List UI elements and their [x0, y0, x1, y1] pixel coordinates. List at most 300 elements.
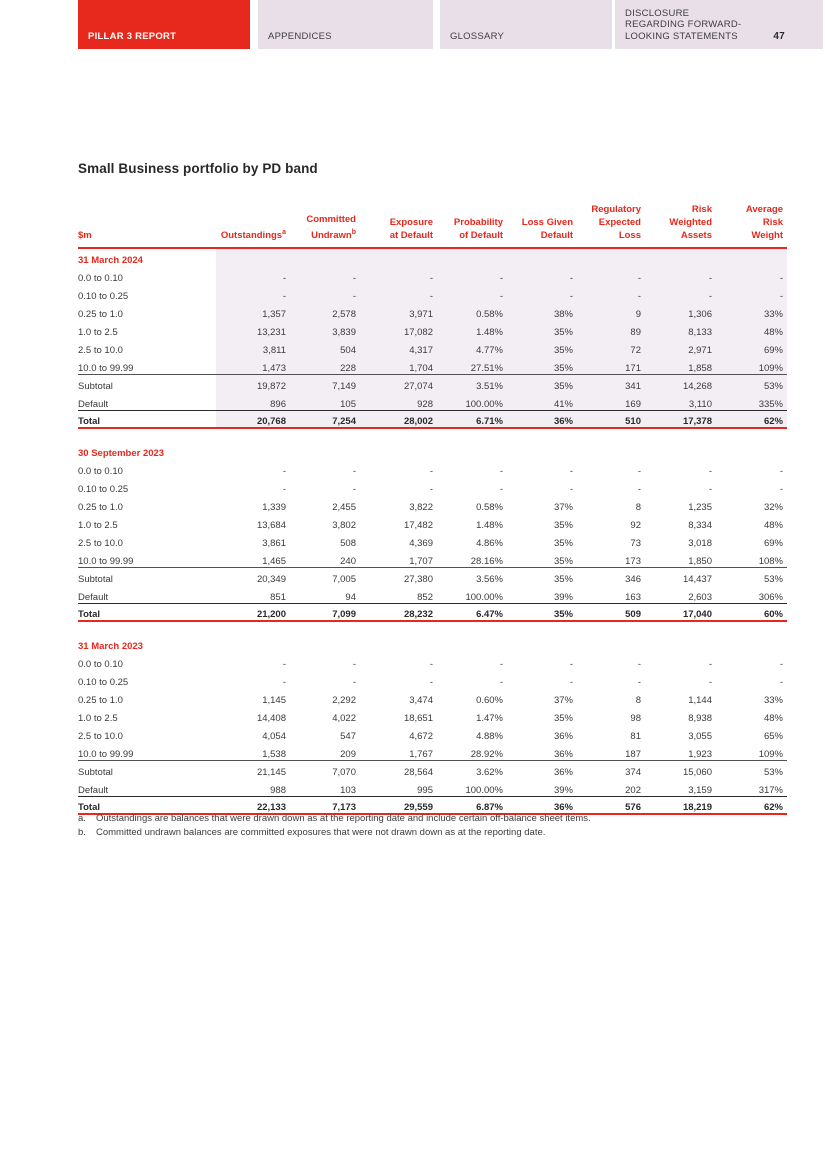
section-date: 31 March 2023 [78, 641, 143, 652]
cell-value: 1.47% [476, 713, 503, 724]
cell-value: 48% [716, 320, 787, 338]
table-row-31-march-2024-subtotal [78, 374, 787, 392]
cell-value: 374 [577, 760, 645, 778]
cell-value: 1,767 [409, 748, 433, 760]
table-row-31-march-2023-2-5-to-10-0 [78, 724, 787, 742]
table-header-row [78, 196, 787, 248]
cell-value: 17,378 [645, 410, 716, 428]
cell-value: 896 [216, 392, 290, 410]
cell-value: 2,455 [332, 502, 356, 513]
cell-value: - [708, 466, 712, 477]
cell-value: 509 [577, 603, 645, 621]
cell-value: 3,811 [216, 338, 290, 356]
cell-value: 103 [340, 784, 356, 796]
cell-value: - [708, 677, 712, 688]
cell-value: 69% [716, 338, 787, 356]
cell-value: - [569, 484, 573, 495]
row-label: 1.0 to 2.5 [78, 520, 118, 531]
row-label: Total [78, 603, 216, 621]
cell-value: - [507, 284, 577, 302]
cell-value: - [577, 266, 645, 284]
cell-value: 19,872 [216, 374, 290, 392]
cell-value: - [569, 677, 573, 688]
row-label: 10.0 to 99.99 [78, 362, 134, 374]
cell-value: 89 [577, 320, 645, 338]
section-spacer [78, 621, 787, 634]
cell-value: 2,578 [290, 302, 360, 320]
cell-value: 105 [290, 392, 360, 410]
row-label: 0.0 to 0.10 [78, 273, 123, 284]
row-label: Subtotal [78, 374, 216, 392]
cell-value: 1.48% [476, 520, 503, 531]
cell-value: 109% [758, 748, 783, 760]
column-header-risk-weighted-assets: Risk Weighted Assets [645, 196, 716, 248]
tab-label: DISCLOSURE REGARDING FORWARD- LOOKING STATEMENTS [625, 7, 742, 42]
cell-value: 109% [716, 356, 787, 374]
cell-value: 36% [507, 796, 577, 814]
cell-value: 1,235 [688, 502, 712, 513]
table-row-31-march-2023-1-0-to-2-5 [78, 706, 787, 724]
cell-value: - [499, 484, 503, 495]
cell-value: 1,538 [262, 748, 286, 760]
cell-value: 3,055 [688, 731, 712, 742]
table-row-31-march-2023-0-0-to-0-10 [78, 652, 787, 670]
cell-value: 3,802 [332, 520, 356, 531]
cell-value: 35% [507, 356, 577, 374]
row-label: Total [78, 410, 216, 428]
footnote-b [78, 826, 787, 840]
cell-value: 3,159 [688, 784, 712, 796]
cell-value: 4,022 [332, 713, 356, 724]
cell-value: 33% [716, 302, 787, 320]
cell-value: 37% [553, 695, 573, 706]
cell-value: 8 [635, 695, 641, 706]
cell-value: 48% [763, 520, 783, 531]
table-row-31-march-2023-0-25-to-1-0 [78, 688, 787, 706]
row-label: 1.0 to 2.5 [78, 713, 118, 724]
cell-value: 4.77% [437, 338, 507, 356]
cell-value: 17,082 [360, 320, 437, 338]
cell-value: 14,437 [645, 567, 716, 585]
cell-value: 1,707 [409, 555, 433, 567]
cell-value: - [290, 284, 360, 302]
cell-value: 17,482 [403, 520, 433, 531]
cell-value: 852 [417, 591, 433, 603]
cell-value: - [216, 266, 290, 284]
table-row-30-september-2023-1-0-to-2-5 [78, 513, 787, 531]
row-label: 0.0 to 0.10 [78, 466, 123, 477]
cell-value: - [429, 659, 433, 670]
cell-value: - [779, 659, 783, 670]
table-row-31-march-2024-2-5-to-10-0 [78, 338, 787, 356]
cell-value: - [716, 266, 787, 284]
cell-value: 100.00% [465, 784, 503, 796]
row-label: 0.25 to 1.0 [78, 502, 123, 513]
cell-value: 35% [553, 520, 573, 531]
cell-value: 1,473 [216, 356, 290, 374]
cell-value: 36% [553, 748, 573, 760]
cell-value: 3,839 [290, 320, 360, 338]
cell-value: - [429, 484, 433, 495]
tab-label: GLOSSARY [450, 30, 505, 42]
cell-value: 3,971 [360, 302, 437, 320]
cell-value: - [429, 466, 433, 477]
cell-value: 21,200 [216, 603, 290, 621]
tab-pillar-3-report[interactable] [78, 0, 250, 49]
row-label: 1.0 to 2.5 [78, 327, 118, 338]
cell-value: 4,672 [409, 731, 433, 742]
cell-value: 81 [630, 731, 641, 742]
cell-value: 335% [716, 392, 787, 410]
cell-value: - [637, 659, 641, 670]
row-label: 0.25 to 1.0 [78, 309, 123, 320]
cell-value: 4.86% [476, 538, 503, 549]
header-tab-strip [78, 0, 823, 49]
cell-value: - [216, 284, 290, 302]
cell-value: - [499, 466, 503, 477]
column-header-regulatory-expected-loss: Regulatory Expected Loss [577, 196, 645, 248]
cell-value: 48% [763, 713, 783, 724]
column-header-m: $m [78, 196, 216, 248]
cell-value: 306% [758, 591, 783, 603]
cell-value: 6.47% [437, 603, 507, 621]
cell-value: - [716, 284, 787, 302]
cell-value: - [708, 484, 712, 495]
cell-value: 27,074 [360, 374, 437, 392]
cell-value: 508 [340, 538, 356, 549]
cell-value: 928 [360, 392, 437, 410]
cell-value: 3.62% [437, 760, 507, 778]
cell-value: 0.58% [437, 302, 507, 320]
cell-value: 18,219 [645, 796, 716, 814]
cell-value: 3.56% [437, 567, 507, 585]
cell-value: 108% [758, 555, 783, 567]
cell-value: 39% [553, 784, 573, 796]
cell-value: - [499, 659, 503, 670]
cell-value: 0.60% [476, 695, 503, 706]
cell-value: 8,133 [645, 320, 716, 338]
cell-value: 53% [716, 374, 787, 392]
cell-value: 209 [340, 748, 356, 760]
column-header-average-risk-weight: Average Risk Weight [716, 196, 787, 248]
cell-value: - [352, 677, 356, 688]
section-spacer [78, 428, 787, 441]
table-row-31-march-2023-0-10-to-0-25 [78, 670, 787, 688]
cell-value: 20,349 [216, 567, 290, 585]
cell-value: 3,018 [688, 538, 712, 549]
cell-value: 1.48% [437, 320, 507, 338]
cell-value: 39% [553, 591, 573, 603]
cell-value: 1,850 [688, 555, 712, 567]
table-row-31-march-2024-total [78, 410, 787, 428]
row-label: 2.5 to 10.0 [78, 345, 123, 356]
section-date-row-30-september-2023 [78, 441, 787, 459]
cell-value: 73 [630, 538, 641, 549]
cell-value: 27.51% [437, 356, 507, 374]
cell-value: 240 [340, 555, 356, 567]
cell-value: - [282, 484, 286, 495]
cell-value: - [437, 284, 507, 302]
cell-value: 0.58% [476, 502, 503, 513]
table-row-31-march-2024-0-0-to-0-10 [78, 266, 787, 284]
row-label: Total [78, 796, 216, 814]
row-label: Default [78, 591, 109, 603]
row-label: Default [78, 398, 109, 410]
row-label: Default [78, 784, 109, 796]
cell-value: 69% [763, 538, 783, 549]
table-row-31-march-2024-10-0-to-99-99 [78, 356, 787, 374]
cell-value: 228 [290, 356, 360, 374]
cell-value: 4,054 [262, 731, 286, 742]
cell-value: 171 [577, 356, 645, 374]
cell-value: - [637, 466, 641, 477]
row-label: Subtotal [78, 567, 216, 585]
cell-value: - [352, 659, 356, 670]
cell-value: 29,559 [360, 796, 437, 814]
cell-value: 8 [635, 502, 641, 513]
cell-value: 18,651 [403, 713, 433, 724]
cell-value: 35% [507, 374, 577, 392]
cell-value: 53% [716, 760, 787, 778]
cell-value: - [577, 284, 645, 302]
cell-value: 8,938 [688, 713, 712, 724]
footnote-a [78, 812, 787, 826]
cell-value: - [637, 484, 641, 495]
cell-value: 28.16% [470, 555, 503, 567]
row-label: 10.0 to 99.99 [78, 748, 134, 760]
cell-value: 173 [625, 555, 641, 567]
cell-value: 22,133 [216, 796, 290, 814]
cell-value: - [290, 266, 360, 284]
cell-value: 1,339 [262, 502, 286, 513]
cell-value: 851 [270, 591, 286, 603]
cell-value: - [569, 659, 573, 670]
cell-value: 4.88% [476, 731, 503, 742]
cell-value: 13,684 [256, 520, 286, 531]
cell-value: 14,268 [645, 374, 716, 392]
column-header-committed-undrawn: Committed Undrawn$^b$ [290, 196, 360, 248]
cell-value: 163 [625, 591, 641, 603]
cell-value: - [645, 284, 716, 302]
cell-value: 37% [553, 502, 573, 513]
cell-value: 35% [553, 538, 573, 549]
cell-value: 28.92% [470, 748, 503, 760]
row-label: Subtotal [78, 760, 216, 778]
cell-value: 35% [507, 603, 577, 621]
cell-value: 1,145 [262, 695, 286, 706]
cell-value: 8,334 [688, 520, 712, 531]
row-label: 0.10 to 0.25 [78, 484, 129, 495]
cell-value: 20,768 [216, 410, 290, 428]
cell-value: 92 [630, 520, 641, 531]
cell-value: 1,858 [645, 356, 716, 374]
cell-value: 3,861 [262, 538, 286, 549]
cell-value: 35% [553, 713, 573, 724]
cell-value: 7,070 [290, 760, 360, 778]
cell-value: 4,317 [360, 338, 437, 356]
page-number: 47 [773, 30, 785, 42]
cell-value: 32% [763, 502, 783, 513]
cell-value: 317% [758, 784, 783, 796]
cell-value: 1,465 [262, 555, 286, 567]
cell-value: - [282, 677, 286, 688]
cell-value: 35% [507, 338, 577, 356]
cell-value: 72 [577, 338, 645, 356]
cell-value: 2,603 [688, 591, 712, 603]
cell-value: - [429, 677, 433, 688]
cell-value: 17,040 [645, 603, 716, 621]
cell-value: 995 [417, 784, 433, 796]
cell-value: 35% [507, 567, 577, 585]
cell-value: 94 [345, 591, 356, 603]
section-date-row-31-march-2023 [78, 634, 787, 652]
cell-value: - [352, 484, 356, 495]
cell-value: 1,357 [216, 302, 290, 320]
cell-value: 15,060 [645, 760, 716, 778]
cell-value: 13,231 [216, 320, 290, 338]
cell-value: 53% [716, 567, 787, 585]
cell-value: 3,474 [409, 695, 433, 706]
cell-value: 7,005 [290, 567, 360, 585]
table-row-31-march-2023-subtotal [78, 760, 787, 778]
tab-label: PILLAR 3 REPORT [88, 30, 177, 42]
cell-value: 547 [340, 731, 356, 742]
tab-disclosure-regarding-forward-looking-statements[interactable] [615, 0, 823, 49]
cell-value: 28,564 [360, 760, 437, 778]
table-row-30-september-2023-total [78, 603, 787, 621]
cell-value: - [360, 284, 437, 302]
tab-glossary[interactable] [440, 0, 612, 49]
cell-value: 38% [507, 302, 577, 320]
row-label: 0.25 to 1.0 [78, 695, 123, 706]
cell-value: 60% [716, 603, 787, 621]
cell-value: 1,704 [360, 356, 437, 374]
cell-value: 41% [507, 392, 577, 410]
cell-value: 510 [577, 410, 645, 428]
table-row-30-september-2023-default [78, 585, 787, 603]
row-label: 0.10 to 0.25 [78, 677, 129, 688]
cell-value: 21,145 [216, 760, 290, 778]
table-row-30-september-2023-10-0-to-99-99 [78, 549, 787, 567]
cell-value: 1,306 [645, 302, 716, 320]
cell-value: 1,923 [688, 748, 712, 760]
row-label: 0.0 to 0.10 [78, 659, 123, 670]
cell-value: - [282, 466, 286, 477]
table-row-31-march-2023-10-0-to-99-99 [78, 742, 787, 760]
cell-value: 2,292 [332, 695, 356, 706]
cell-value: 504 [290, 338, 360, 356]
cell-value: 9 [577, 302, 645, 320]
cell-value: 187 [625, 748, 641, 760]
cell-value: - [282, 659, 286, 670]
cell-value: - [708, 659, 712, 670]
cell-value: - [507, 266, 577, 284]
cell-value: 169 [577, 392, 645, 410]
cell-value: 98 [630, 713, 641, 724]
cell-value: 7,149 [290, 374, 360, 392]
row-label: 2.5 to 10.0 [78, 538, 123, 549]
column-header-loss-given-default: Loss Given Default [507, 196, 577, 248]
tab-appendices[interactable] [258, 0, 433, 49]
cell-value: 1,144 [688, 695, 712, 706]
cell-value: 988 [270, 784, 286, 796]
column-header-exposure-at-default: Exposure at Default [360, 196, 437, 248]
cell-value: 28,232 [360, 603, 437, 621]
footnote-b-marker: b. [78, 826, 86, 838]
footnote-b-text: Committed undrawn balances are committed exposures that were not drawn down as at the reporting date. [96, 826, 546, 838]
cell-value: 100.00% [465, 591, 503, 603]
cell-value: 6.71% [437, 410, 507, 428]
cell-value: 35% [507, 320, 577, 338]
cell-value: 3,110 [645, 392, 716, 410]
pd-table [78, 196, 787, 815]
table-row-31-march-2024-default [78, 392, 787, 410]
cell-value: 346 [577, 567, 645, 585]
cell-value: - [360, 266, 437, 284]
cell-value: 2,971 [645, 338, 716, 356]
section-date-row-31-march-2024 [78, 248, 787, 266]
table-row-30-september-2023-0-25-to-1-0 [78, 495, 787, 513]
cell-value: 7,099 [290, 603, 360, 621]
cell-value: 35% [553, 555, 573, 567]
tab-label: APPENDICES [268, 30, 332, 42]
cell-value: 36% [507, 410, 577, 428]
cell-value: 576 [577, 796, 645, 814]
table-row-31-march-2023-default [78, 778, 787, 796]
table-row-31-march-2024-0-10-to-0-25 [78, 284, 787, 302]
section-date: 31 March 2024 [78, 255, 143, 266]
row-label: 2.5 to 10.0 [78, 731, 123, 742]
cell-value: 36% [553, 731, 573, 742]
cell-value: 62% [716, 796, 787, 814]
cell-value: 202 [625, 784, 641, 796]
table-row-31-march-2024-0-25-to-1-0 [78, 302, 787, 320]
table-row-30-september-2023-0-10-to-0-25 [78, 477, 787, 495]
row-label: 0.10 to 0.25 [78, 291, 129, 302]
cell-value: 65% [763, 731, 783, 742]
cell-value: - [645, 266, 716, 284]
cell-value: - [779, 466, 783, 477]
footnote-a-text: Outstandings are balances that were drawn down as at the reporting date and include certain off-balance sheet items. [96, 813, 591, 824]
cell-value: - [352, 466, 356, 477]
footnote-a-marker: a. [78, 813, 86, 824]
table-row-30-september-2023-subtotal [78, 567, 787, 585]
cell-value: - [499, 677, 503, 688]
table-row-30-september-2023-0-0-to-0-10 [78, 459, 787, 477]
column-header-outstandings: Outstandings$^a$ [216, 196, 290, 248]
cell-value: 14,408 [256, 713, 286, 724]
section-date: 30 September 2023 [78, 448, 165, 459]
page-title: Small Business portfolio by PD band [78, 161, 318, 176]
cell-value: 62% [716, 410, 787, 428]
cell-value: - [779, 484, 783, 495]
cell-value: 28,002 [360, 410, 437, 428]
cell-value: - [779, 677, 783, 688]
cell-value: 341 [577, 374, 645, 392]
cell-value: - [437, 266, 507, 284]
cell-value: 7,173 [290, 796, 360, 814]
table-row-30-september-2023-2-5-to-10-0 [78, 531, 787, 549]
cell-value: 100.00% [437, 392, 507, 410]
cell-value: 7,254 [290, 410, 360, 428]
cell-value: - [637, 677, 641, 688]
cell-value: 36% [507, 760, 577, 778]
cell-value: - [569, 466, 573, 477]
cell-value: 3,822 [409, 502, 433, 513]
cell-value: 6.87% [437, 796, 507, 814]
table-row-31-march-2024-1-0-to-2-5 [78, 320, 787, 338]
cell-value: 3.51% [437, 374, 507, 392]
